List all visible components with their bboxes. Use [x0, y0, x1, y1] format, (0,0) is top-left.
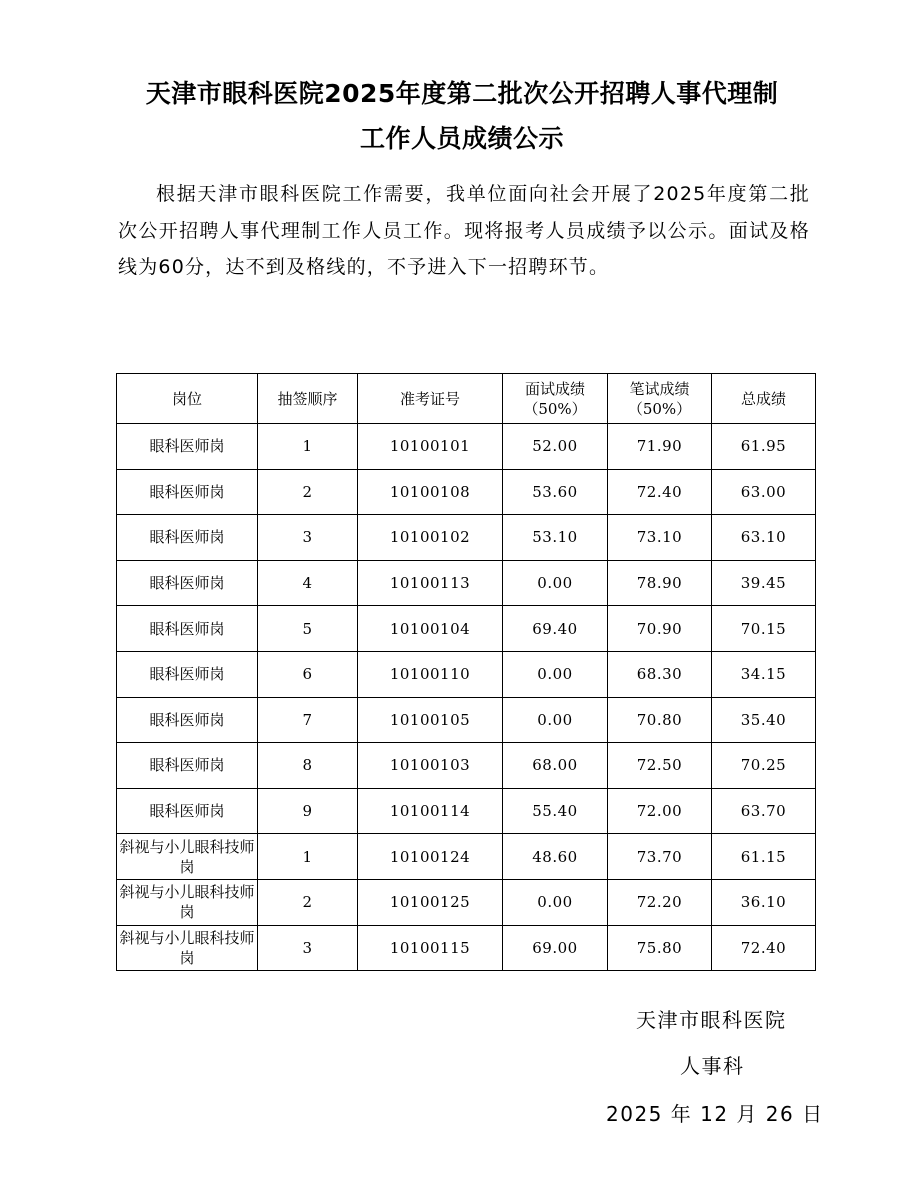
cell-interview: 68.00 [503, 743, 608, 789]
cell-order: 7 [258, 697, 358, 743]
cell-interview: 0.00 [503, 879, 608, 925]
cell-position: 眼科医师岗 [117, 697, 258, 743]
scores-table [116, 373, 816, 971]
table-row [117, 515, 816, 561]
cell-position: 眼科医师岗 [117, 788, 258, 834]
cell-position: 斜视与小儿眼科技师岗 [117, 834, 258, 880]
table-row [117, 834, 816, 880]
cell-total: 72.40 [712, 925, 816, 971]
cell-interview: 0.00 [503, 651, 608, 697]
cell-interview: 0.00 [503, 697, 608, 743]
cell-written: 68.30 [608, 651, 712, 697]
cell-total: 63.00 [712, 469, 816, 515]
cell-exam-number: 10100113 [358, 560, 503, 606]
cell-written: 72.20 [608, 879, 712, 925]
table-row [117, 651, 816, 697]
header-total: 总成绩 [712, 374, 816, 424]
cell-position: 斜视与小儿眼科技师岗 [117, 925, 258, 971]
cell-order: 1 [258, 424, 358, 470]
cell-exam-number: 10100125 [358, 879, 503, 925]
cell-written: 70.80 [608, 697, 712, 743]
cell-interview: 55.40 [503, 788, 608, 834]
cell-total: 63.70 [712, 788, 816, 834]
table-header [117, 374, 816, 424]
table-body [117, 424, 816, 971]
cell-written: 72.00 [608, 788, 712, 834]
cell-written: 72.50 [608, 743, 712, 789]
cell-exam-number: 10100101 [358, 424, 503, 470]
cell-total: 39.45 [712, 560, 816, 606]
cell-order: 9 [258, 788, 358, 834]
cell-exam-number: 10100108 [358, 469, 503, 515]
header-exam-number: 准考证号 [358, 374, 503, 424]
cell-interview: 69.40 [503, 606, 608, 652]
page-title-line-1: 天津市眼科医院2025年度第二批次公开招聘人事代理制 [145, 79, 779, 108]
table-row [117, 925, 816, 971]
cell-interview: 0.00 [503, 560, 608, 606]
header-written-label: 笔试成绩 [629, 379, 690, 398]
cell-interview: 53.60 [503, 469, 608, 515]
cell-total: 61.95 [712, 424, 816, 470]
cell-exam-number: 10100124 [358, 834, 503, 880]
cell-position: 眼科医师岗 [117, 651, 258, 697]
intro-paragraph: 根据天津市眼科医院工作需要，我单位面向社会开展了2025年度第二批次公开招聘人事代理制工作人员工作。现将报考人员成绩予以公示。面试及格线为60分，达不到及格线的，不予进入下一招聘环节。 [118, 183, 810, 278]
cell-total: 36.10 [712, 879, 816, 925]
header-written-weight: （50%） [627, 399, 692, 418]
table-row [117, 560, 816, 606]
cell-interview: 48.60 [503, 834, 608, 880]
cell-written: 71.90 [608, 424, 712, 470]
cell-exam-number: 10100104 [358, 606, 503, 652]
table-row [117, 606, 816, 652]
cell-total: 70.25 [712, 743, 816, 789]
cell-order: 2 [258, 469, 358, 515]
cell-order: 1 [258, 834, 358, 880]
table-row [117, 788, 816, 834]
header-written [608, 374, 712, 424]
cell-order: 2 [258, 879, 358, 925]
cell-written: 78.90 [608, 560, 712, 606]
cell-written: 75.80 [608, 925, 712, 971]
table-row [117, 743, 816, 789]
header-row [117, 374, 816, 424]
cell-exam-number: 10100102 [358, 515, 503, 561]
cell-total: 35.40 [712, 697, 816, 743]
table-row [117, 469, 816, 515]
signing-date: 2025 年 12 月 26 日 [606, 1102, 824, 1126]
cell-written: 73.70 [608, 834, 712, 880]
cell-position: 眼科医师岗 [117, 424, 258, 470]
cell-order: 8 [258, 743, 358, 789]
table-row [117, 424, 816, 470]
header-interview-weight: （50%） [523, 399, 587, 418]
cell-position: 眼科医师岗 [117, 743, 258, 789]
cell-order: 3 [258, 925, 358, 971]
cell-total: 63.10 [712, 515, 816, 561]
table-row [117, 697, 816, 743]
cell-order: 6 [258, 651, 358, 697]
cell-exam-number: 10100110 [358, 651, 503, 697]
cell-written: 73.10 [608, 515, 712, 561]
cell-position: 眼科医师岗 [117, 606, 258, 652]
cell-order: 5 [258, 606, 358, 652]
cell-order: 3 [258, 515, 358, 561]
cell-interview: 53.10 [503, 515, 608, 561]
header-interview-label: 面试成绩 [524, 379, 585, 398]
cell-interview: 52.00 [503, 424, 608, 470]
cell-exam-number: 10100115 [358, 925, 503, 971]
header-position: 岗位 [117, 374, 258, 424]
cell-position: 眼科医师岗 [117, 560, 258, 606]
cell-position: 眼科医师岗 [117, 469, 258, 515]
cell-total: 34.15 [712, 651, 816, 697]
cell-position: 眼科医师岗 [117, 515, 258, 561]
signing-organization: 天津市眼科医院 [636, 1008, 787, 1032]
cell-interview: 69.00 [503, 925, 608, 971]
cell-total: 61.15 [712, 834, 816, 880]
table-row [117, 879, 816, 925]
cell-written: 70.90 [608, 606, 712, 652]
cell-position: 斜视与小儿眼科技师岗 [117, 879, 258, 925]
cell-exam-number: 10100103 [358, 743, 503, 789]
cell-order: 4 [258, 560, 358, 606]
cell-exam-number: 10100105 [358, 697, 503, 743]
signing-department: 人事科 [680, 1054, 745, 1078]
cell-written: 72.40 [608, 469, 712, 515]
page-title-line-2: 工作人员成绩公示 [359, 124, 564, 153]
cell-total: 70.15 [712, 606, 816, 652]
header-draw-order: 抽签顺序 [258, 374, 358, 424]
cell-exam-number: 10100114 [358, 788, 503, 834]
header-interview [503, 374, 608, 424]
